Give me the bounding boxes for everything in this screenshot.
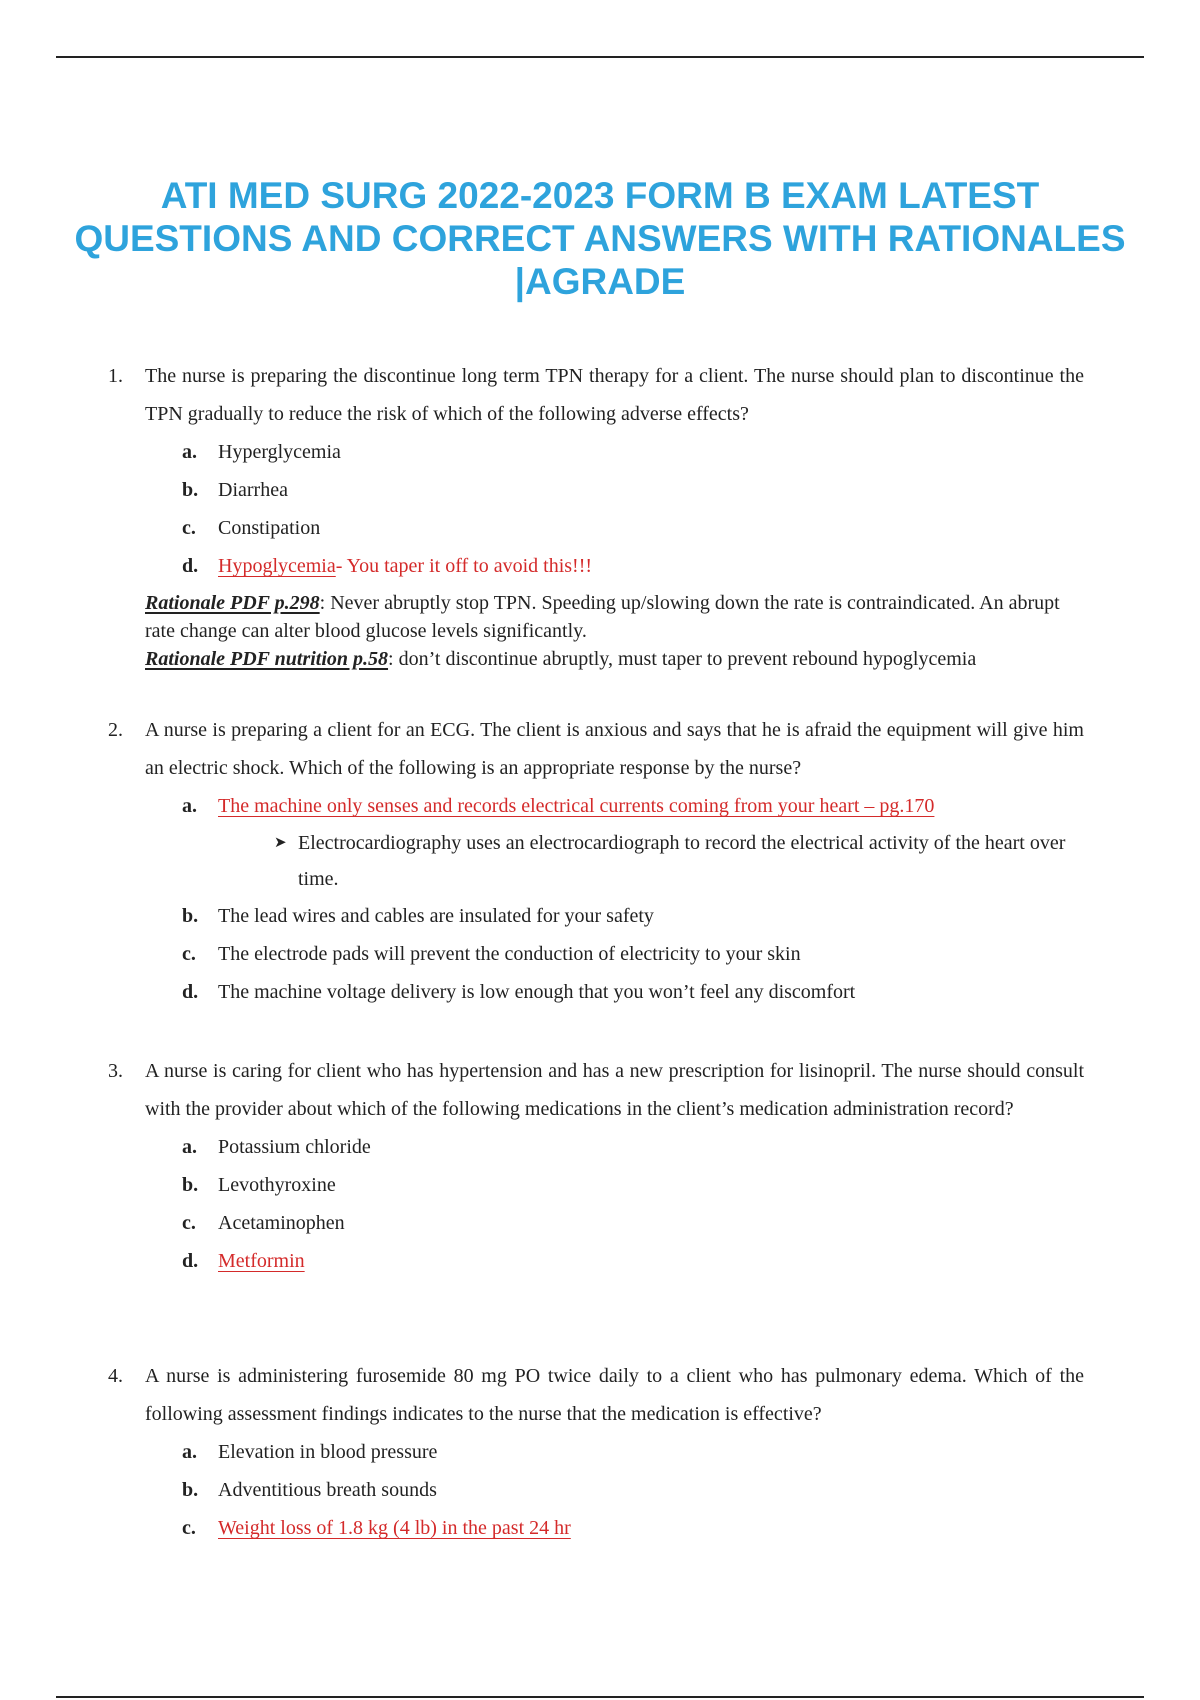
title-line-3: |AGRADE (514, 261, 686, 302)
answer-options (108, 1433, 1084, 1547)
answer-options (108, 1128, 1084, 1280)
question-1 (108, 357, 1084, 673)
rationale-2 (145, 645, 1084, 673)
correct-answer: The machine only senses and records electrical currents coming from your heart – pg.170 (218, 795, 935, 817)
option-letter: c. (182, 517, 196, 539)
rationale-text: : don’t discontinue abruptly, must taper to prevent rebound hypoglycemia (388, 648, 977, 670)
option-text (218, 547, 592, 585)
question-number: 3. (108, 1060, 123, 1082)
option-c (182, 509, 1084, 547)
option-text: Levothyroxine (218, 1174, 336, 1196)
option-letter: a. (182, 1136, 197, 1158)
correct-answer: Weight loss of 1.8 kg (4 lb) in the past 24 hr (218, 1517, 571, 1539)
option-text: The lead wires and cables are insulated for your safety (218, 905, 654, 927)
explanation-bullet (274, 825, 1068, 897)
option-text: Diarrhea (218, 479, 288, 501)
option-letter: b. (182, 1174, 199, 1196)
option-a (182, 787, 1084, 825)
question-text: A nurse is administering furosemide 80 mg PO twice daily to a client who has pulmonary edema. Which of the following assessment findings indicates to the nurse that the medication is effective? (145, 1365, 1084, 1425)
option-letter: a. (182, 441, 197, 463)
question-text: A nurse is caring for client who has hypertension and has a new prescription for lisinopril. The nurse should consult with the provider about which of the following medications in the client’s medication administration record? (145, 1060, 1084, 1120)
question-number: 1. (108, 365, 123, 387)
option-text: Constipation (218, 517, 321, 539)
option-letter: a. (182, 1441, 197, 1463)
option-letter: c. (182, 1517, 196, 1539)
answer-note: - You taper it off to avoid this!!! (335, 555, 593, 577)
question-text: The nurse is preparing the discontinue long term TPN therapy for a client. The nurse should plan to discontinue the TPN gradually to reduce the risk of which of the following adverse effects? (145, 365, 1084, 425)
option-text: Potassium chloride (218, 1136, 371, 1158)
question-number: 2. (108, 719, 123, 741)
rationale-label: Rationale PDF p.298 (145, 592, 320, 614)
option-a (182, 1433, 1084, 1471)
option-text: The machine voltage delivery is low enough that you won’t feel any discomfort (218, 981, 856, 1003)
option-letter: c. (182, 1212, 196, 1234)
option-d (182, 1242, 1084, 1280)
option-text: Elevation in blood pressure (218, 1441, 438, 1463)
question-4 (108, 1357, 1084, 1547)
answer-options (108, 433, 1084, 585)
bottom-divider (56, 1696, 1144, 1698)
arrow-bullet-icon: ➤ (274, 835, 287, 851)
option-text: Acetaminophen (218, 1212, 345, 1234)
option-text: The electrode pads will prevent the conduction of electricity to your skin (218, 943, 801, 965)
correct-answer: Hypoglycemia (218, 555, 336, 577)
option-c (182, 935, 1084, 973)
rationale-label: Rationale PDF nutrition p.58 (145, 648, 389, 670)
answer-options (108, 787, 1084, 825)
option-c (182, 1204, 1084, 1242)
option-letter: b. (182, 905, 199, 927)
option-letter: d. (182, 981, 199, 1003)
option-a (182, 433, 1084, 471)
option-letter: b. (182, 479, 199, 501)
option-letter: a. (182, 795, 197, 817)
option-letter: b. (182, 1479, 199, 1501)
question-2 (108, 711, 1084, 1011)
question-text: A nurse is preparing a client for an ECG. The client is anxious and says that he is afraid the equipment will give him an electric shock. Which of the following is an appropriate response by the nurse? (145, 719, 1084, 779)
option-b (182, 471, 1084, 509)
title-line-2: QUESTIONS AND CORRECT ANSWERS WITH RATIONALES (74, 218, 1126, 259)
option-b (182, 1166, 1084, 1204)
option-d (182, 973, 1084, 1011)
option-c (182, 1509, 1084, 1547)
option-b (182, 1471, 1084, 1509)
option-d (182, 547, 1084, 585)
option-text: Hyperglycemia (218, 441, 341, 463)
option-text: Adventitious breath sounds (218, 1479, 437, 1501)
rationale-1 (145, 589, 1084, 645)
option-a (182, 1128, 1084, 1166)
rationale-text: : Never abruptly stop TPN. Speeding up/slowing down the rate is contraindicated. An abrupt rate change can alter blood glucose levels significantly. (145, 592, 1060, 642)
option-letter: d. (182, 1250, 199, 1272)
question-3 (108, 1052, 1084, 1280)
document-title (40, 174, 1160, 303)
top-divider (56, 56, 1144, 58)
question-number: 4. (108, 1365, 123, 1387)
correct-answer: Metformin (218, 1250, 305, 1272)
title-line-1: ATI MED SURG 2022-2023 FORM B EXAM LATEST (160, 175, 1040, 216)
bullet-text: Electrocardiography uses an electrocardiograph to record the electrical activity of the heart over time. (298, 832, 1066, 890)
option-b (182, 897, 1084, 935)
option-letter: c. (182, 943, 196, 965)
option-letter: d. (182, 555, 199, 577)
answer-options-continued (108, 897, 1084, 1011)
